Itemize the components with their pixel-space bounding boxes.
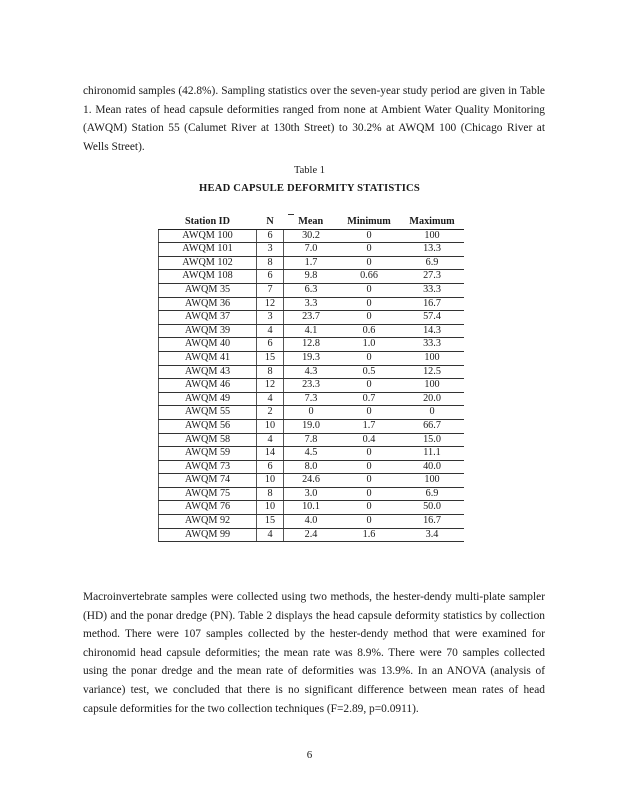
cell-minimum: 0 — [338, 311, 400, 325]
table-row — [159, 351, 465, 365]
cell-minimum: 0 — [338, 379, 400, 393]
cell-minimum: 0.7 — [338, 392, 400, 406]
cell-mean: 7.3 — [284, 392, 339, 406]
table-row — [159, 528, 465, 542]
cell-minimum: 0.66 — [338, 270, 400, 284]
cell-maximum: 27.3 — [400, 270, 464, 284]
cell-mean: 23.3 — [284, 379, 339, 393]
cell-n: 2 — [257, 406, 284, 420]
cell-station-id: AWQM 41 — [159, 351, 257, 365]
cell-maximum: 100 — [400, 379, 464, 393]
cell-mean: 19.0 — [284, 419, 339, 433]
cell-mean: 2.4 — [284, 528, 339, 542]
cell-maximum: 6.9 — [400, 487, 464, 501]
cell-station-id: AWQM 73 — [159, 460, 257, 474]
cell-maximum: 14.3 — [400, 324, 464, 338]
cell-n: 6 — [257, 338, 284, 352]
cell-n: 12 — [257, 379, 284, 393]
cell-station-id: AWQM 46 — [159, 379, 257, 393]
cell-minimum: 0.6 — [338, 324, 400, 338]
cell-station-id: AWQM 55 — [159, 406, 257, 420]
cell-station-id: AWQM 108 — [159, 270, 257, 284]
cell-minimum: 0 — [338, 283, 400, 297]
table-row — [159, 324, 465, 338]
cell-maximum: 50.0 — [400, 501, 464, 515]
cell-station-id: AWQM 74 — [159, 474, 257, 488]
table-row — [159, 474, 465, 488]
cell-station-id: AWQM 58 — [159, 433, 257, 447]
table-row — [159, 460, 465, 474]
table-row — [159, 311, 465, 325]
header-maximum: Maximum — [400, 214, 464, 229]
cell-n: 3 — [257, 311, 284, 325]
cell-minimum: 0.4 — [338, 433, 400, 447]
cell-maximum: 16.7 — [400, 297, 464, 311]
cell-n: 4 — [257, 324, 284, 338]
cell-maximum: 33.3 — [400, 338, 464, 352]
cell-station-id: AWQM 76 — [159, 501, 257, 515]
cell-station-id: AWQM 36 — [159, 297, 257, 311]
cell-station-id: AWQM 102 — [159, 256, 257, 270]
cell-station-id: AWQM 59 — [159, 447, 257, 461]
table-row — [159, 392, 465, 406]
cell-mean: 23.7 — [284, 311, 339, 325]
table-row — [159, 243, 465, 257]
table-row — [159, 338, 465, 352]
cell-n: 12 — [257, 297, 284, 311]
cell-n: 4 — [257, 392, 284, 406]
cell-station-id: AWQM 100 — [159, 229, 257, 243]
cell-maximum: 3.4 — [400, 528, 464, 542]
table-row — [159, 283, 465, 297]
cell-mean: 7.0 — [284, 243, 339, 257]
cell-maximum: 0 — [400, 406, 464, 420]
cell-n: 4 — [257, 433, 284, 447]
table-number: Table 1 — [293, 165, 326, 176]
cell-n: 15 — [257, 515, 284, 529]
cell-mean: 4.1 — [284, 324, 339, 338]
table-row — [159, 229, 465, 243]
table-body — [159, 229, 465, 542]
cell-minimum: 0 — [338, 487, 400, 501]
cell-n: 15 — [257, 351, 284, 365]
cell-maximum: 11.1 — [400, 447, 464, 461]
cell-mean: 9.8 — [284, 270, 339, 284]
cell-minimum: 0 — [338, 297, 400, 311]
cell-minimum: 0 — [338, 515, 400, 529]
cell-mean: 3.3 — [284, 297, 339, 311]
cell-n: 10 — [257, 474, 284, 488]
table-row — [159, 433, 465, 447]
cell-minimum: 0 — [338, 501, 400, 515]
cell-maximum: 40.0 — [400, 460, 464, 474]
cell-n: 8 — [257, 365, 284, 379]
page-number: 6 — [306, 749, 313, 761]
cell-station-id: AWQM 56 — [159, 419, 257, 433]
header-station-id: Station ID — [159, 214, 257, 229]
table-row — [159, 270, 465, 284]
cell-station-id: AWQM 39 — [159, 324, 257, 338]
cell-n: 6 — [257, 229, 284, 243]
table-row — [159, 406, 465, 420]
intro-paragraph: chironomid samples (42.8%). Sampling statistics over the seven-year study period are given in Table 1. Mean rates of head capsule deformities ranged from none at Ambient Water Quality Monitoring (AWQM) Station 55 (Calumet River at 130th Street) to 30.2% at AWQM 100 (Chicago River at Wells Street). — [83, 85, 545, 153]
cell-station-id: AWQM 101 — [159, 243, 257, 257]
table-row — [159, 419, 465, 433]
cell-n: 6 — [257, 460, 284, 474]
cell-mean: 19.3 — [284, 351, 339, 365]
cell-mean: 6.3 — [284, 283, 339, 297]
table-row — [159, 487, 465, 501]
cell-mean: 4.5 — [284, 447, 339, 461]
cell-mean: 1.7 — [284, 256, 339, 270]
cell-mean: 4.3 — [284, 365, 339, 379]
cell-n: 10 — [257, 501, 284, 515]
cell-maximum: 66.7 — [400, 419, 464, 433]
cell-minimum: 0.5 — [338, 365, 400, 379]
cell-minimum: 1.6 — [338, 528, 400, 542]
cell-station-id: AWQM 35 — [159, 283, 257, 297]
cell-maximum: 100 — [400, 229, 464, 243]
cell-minimum: 1.7 — [338, 419, 400, 433]
cell-n: 10 — [257, 419, 284, 433]
methods-paragraph: Macroinvertebrate samples were collected using two methods, the hester-dendy multi-plate sampler (HD) and the ponar dredge (PN). Table 2 displays the head capsule deformity statistics by collection method. There were 107 samples collected by the hester-dendy method that were examined for chironomid head capsule deformities; the mean rate was 8.9%. There were 70 samples collected using the ponar dredge and the mean rate of deformities was 13.9%. In an ANOVA (analysis of variance) test, we concluded that there is no significant difference between mean rates of head capsule deformities for the two collection techniques (F=2.89, p=0.0911). — [83, 591, 545, 715]
deformity-statistics-table — [158, 214, 464, 542]
cell-n: 3 — [257, 243, 284, 257]
cell-minimum: 0 — [338, 406, 400, 420]
cell-minimum: 0 — [338, 474, 400, 488]
cell-mean: 3.0 — [284, 487, 339, 501]
cell-maximum: 6.9 — [400, 256, 464, 270]
cell-station-id: AWQM 37 — [159, 311, 257, 325]
cell-mean: 12.8 — [284, 338, 339, 352]
cell-minimum: 0 — [338, 256, 400, 270]
cell-n: 7 — [257, 283, 284, 297]
cell-maximum: 16.7 — [400, 515, 464, 529]
header-n: N — [257, 214, 284, 229]
cell-maximum: 33.3 — [400, 283, 464, 297]
cell-station-id: AWQM 40 — [159, 338, 257, 352]
cell-maximum: 100 — [400, 474, 464, 488]
cell-mean: 8.0 — [284, 460, 339, 474]
cell-maximum: 57.4 — [400, 311, 464, 325]
table-row — [159, 515, 465, 529]
cell-mean: 10.1 — [284, 501, 339, 515]
cell-mean: 7.8 — [284, 433, 339, 447]
header-minimum: Minimum — [338, 214, 400, 229]
table-title: HEAD CAPSULE DEFORMITY STATISTICS — [199, 183, 420, 194]
cell-maximum: 15.0 — [400, 433, 464, 447]
table-row — [159, 447, 465, 461]
cell-minimum: 1.0 — [338, 338, 400, 352]
cell-station-id: AWQM 49 — [159, 392, 257, 406]
cell-maximum: 12.5 — [400, 365, 464, 379]
table-row — [159, 256, 465, 270]
cell-minimum: 0 — [338, 229, 400, 243]
cell-mean: 0 — [284, 406, 339, 420]
cell-n: 8 — [257, 487, 284, 501]
cell-minimum: 0 — [338, 447, 400, 461]
cell-n: 4 — [257, 528, 284, 542]
cell-maximum: 100 — [400, 351, 464, 365]
cell-maximum: 13.3 — [400, 243, 464, 257]
cell-minimum: 0 — [338, 243, 400, 257]
table-row — [159, 365, 465, 379]
cell-maximum: 20.0 — [400, 392, 464, 406]
cell-mean: 30.2 — [284, 229, 339, 243]
cell-n: 14 — [257, 447, 284, 461]
cell-minimum: 0 — [338, 351, 400, 365]
cell-mean: 4.0 — [284, 515, 339, 529]
cell-n: 6 — [257, 270, 284, 284]
table-row — [159, 379, 465, 393]
cell-station-id: AWQM 43 — [159, 365, 257, 379]
cell-station-id: AWQM 99 — [159, 528, 257, 542]
table-row — [159, 297, 465, 311]
cell-station-id: AWQM 92 — [159, 515, 257, 529]
cell-n: 8 — [257, 256, 284, 270]
header-mean: Mean — [284, 214, 339, 229]
cell-mean: 24.6 — [284, 474, 339, 488]
cell-minimum: 0 — [338, 460, 400, 474]
table-row — [159, 501, 465, 515]
cell-station-id: AWQM 75 — [159, 487, 257, 501]
table-header-row — [159, 214, 465, 229]
